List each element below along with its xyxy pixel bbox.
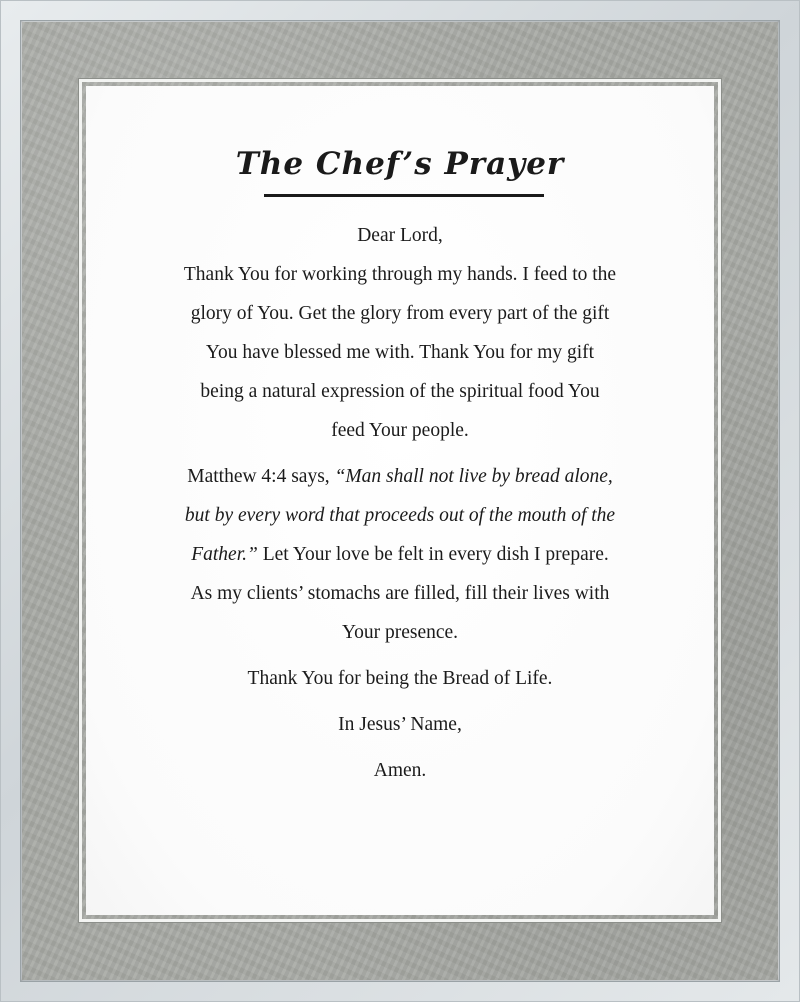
spacer xyxy=(86,450,714,457)
love-line: Let Your love be felt in every dish I prepare. xyxy=(257,544,609,565)
text-line: being a natural expression of the spiritual food You xyxy=(200,381,600,402)
spacer xyxy=(86,744,714,751)
text-line: Thank You for being the Bread of Life. xyxy=(247,668,553,689)
title-underline xyxy=(264,194,544,197)
paragraph-bread-of-life xyxy=(86,659,714,698)
greeting xyxy=(86,216,714,255)
prayer-text xyxy=(86,216,714,790)
text-line: feed Your people. xyxy=(331,420,469,441)
text-line: glory of You. Get the glory from every part of the gift xyxy=(190,303,610,324)
spacer xyxy=(86,698,714,705)
closing xyxy=(86,705,714,744)
scripture-quote-end: Father.” xyxy=(191,544,258,565)
spacer xyxy=(86,652,714,659)
closing-line: In Jesus’ Name, xyxy=(338,714,462,735)
text-line xyxy=(86,535,714,574)
text-line: You have blessed me with. Thank You for my gift xyxy=(205,342,595,363)
scripture-reference: Matthew 4:4 says, xyxy=(187,466,335,487)
page-title: The Chef’s Prayer xyxy=(235,146,565,182)
text-line: Your presence. xyxy=(341,622,459,643)
scripture-quote: “Man shall not live by bread alone, xyxy=(334,466,613,487)
scripture-quote-line: but by every word that proceeds out of the mouth of the xyxy=(184,505,616,526)
greeting-line: Dear Lord, xyxy=(357,225,443,246)
text-line: Thank You for working through my hands. I feed to the xyxy=(183,264,617,285)
prayer-print xyxy=(86,86,714,915)
text-line xyxy=(86,457,714,496)
text-line: As my clients’ stomachs are filled, fill their lives with xyxy=(190,583,610,604)
paragraph-scripture xyxy=(86,457,714,652)
amen xyxy=(86,751,714,790)
amen-line: Amen. xyxy=(373,760,427,781)
paragraph-thanks-hands xyxy=(86,255,714,450)
